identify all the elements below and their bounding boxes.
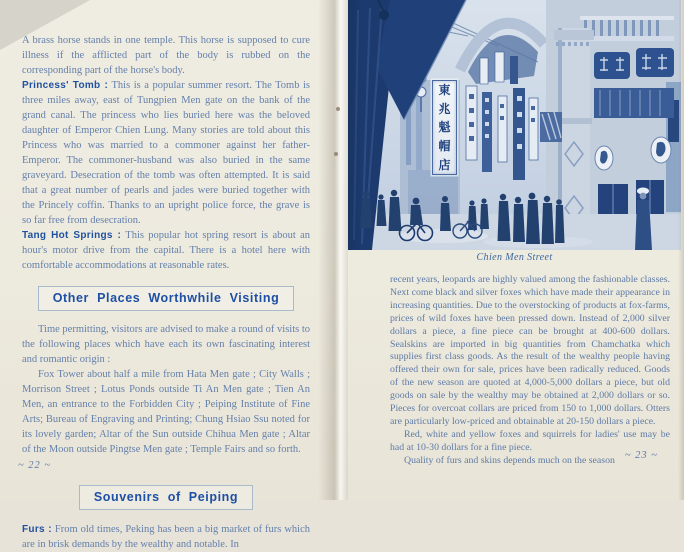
right-page-text — [390, 274, 670, 468]
page-edge-shade — [678, 0, 684, 500]
shop-sign-char: 帽 — [438, 139, 451, 154]
princess-tomb-label: Princess' Tomb : — [22, 80, 109, 91]
heading-souvenirs: Souvenirs of Peiping — [79, 485, 253, 510]
paragraph-fox-tower-list: Fox Tower about half a mile from Hata Men gate ; City Walls ; Morrison Street ; Lotus Ponds outside Ti An Men gate ; Tien An Men, an entrance to the Forbidden City ; Peiping Institute of Fine Arts; Bureau of Engraving and Printing; Chung Hsiao Ssu noted for its lovely garden; Altar of the Sun outside Chihua Men gate ; Altar of the Moon outside Pingtse Men gate ; Temple Fairs and so forth. — [22, 369, 310, 455]
furs-text: From old times, Peking has been a big market of furs which are in brisk demands by the wealthy and notable. In — [22, 524, 310, 550]
paragraph-brass-horse: A brass horse stands in one temple. This horse is supposed to cure illness if the afflicted part of the body is rubbed on the corresponding part of the horse's body. — [22, 35, 310, 76]
photo-edge-shadow — [348, 0, 362, 250]
paragraph-furs — [22, 522, 310, 552]
section-heading-wrap — [22, 485, 310, 510]
photo-caption: Chien Men Street — [476, 252, 553, 263]
street-photo — [348, 0, 681, 250]
book-gutter — [318, 0, 348, 500]
tang-hot-springs-label: Tang Hot Springs : — [22, 230, 122, 241]
heading-other-places: Other Places Worthwhile Visiting — [38, 286, 295, 311]
paragraph-time-permitting: Time permitting, visitors are advised to make a round of visits to the following places which have each its own fascinating interest and romantic origin : — [22, 324, 310, 365]
street-lamp-icon — [379, 10, 389, 20]
furs-label: Furs : — [22, 524, 52, 535]
page-number-23: ~ 23 ~ — [624, 450, 658, 461]
shop-sign-char: 魁 — [438, 120, 451, 135]
left-page — [0, 0, 332, 550]
tang-hot-springs-text: This popular hot spring resort is about an hour's motor drive from the capital. There is a hotel here with comfortable accommodations at reasonable rates. — [22, 230, 310, 271]
princess-tomb-text: This is a popular summer resort. The Tomb is three miles away, east of Tungpien Men gate on the bank of the grand canal. The princess who lies buried here was the beloved daughter of Emperor Chien Lung. Many stories are told about this Princess who was married to a commoner against her father-Emperor. The commoner-husband was also buried in the same graveyard. Desecration of the tomb was often attempted. It is said that a great number of pearls and jades were buried together with the Princely coffin. Thanks to an upright police force, the grave is so far free from desecration. — [22, 80, 311, 226]
paragraph-quality: Quality of furs and skins depends much on the season — [404, 454, 615, 466]
shop-sign-char: 東 — [438, 83, 451, 98]
paragraph-furs-continued: recent years, leopards are highly valued among the fashionable classes. Next come black and silver foxes which have made their appearance in increasing quantities. Due to the overstocking of products at fox-farms, prices of wild foxes have been pressed down. Instead of 2,000 silver dollars a piece, a fine piece can be brought at 400-600 dollars. Sealskins are imported in big quantities from Chamchatka which supplies first class goods. As the result of the wealthy people having offered their own for sale, prices have been radically reduced. Goods of the new season are quoted at 4,000-5,000 dollars a piece, but old goods on sale by the wealthy may be obtained at 2,000 dollars or so. Pieces for overcoat collars are priced from 150 to 1,000 dollars. Otters are particularly low-priced and obtainable at 20-150 dollars a piece. — [390, 274, 670, 427]
shop-sign-char: 店 — [438, 157, 451, 172]
page-number-22: ~ 22 ~ — [18, 460, 52, 471]
stitch-hole — [334, 152, 338, 156]
paragraph-princess-tomb — [22, 78, 310, 228]
paragraph-red-white-foxes: Red, white and yellow foxes and squirrels for ladies' use may be had at 10-30 dollars for a fine piece. — [390, 428, 670, 453]
section-heading-wrap — [22, 286, 310, 311]
shop-sign-vertical — [432, 80, 457, 175]
street-photo-illustration — [348, 0, 681, 250]
shop-sign-char: 兆 — [438, 101, 451, 116]
right-page — [348, 0, 684, 500]
stitch-hole — [336, 107, 340, 111]
paragraph-tang-hot-springs — [22, 228, 310, 273]
